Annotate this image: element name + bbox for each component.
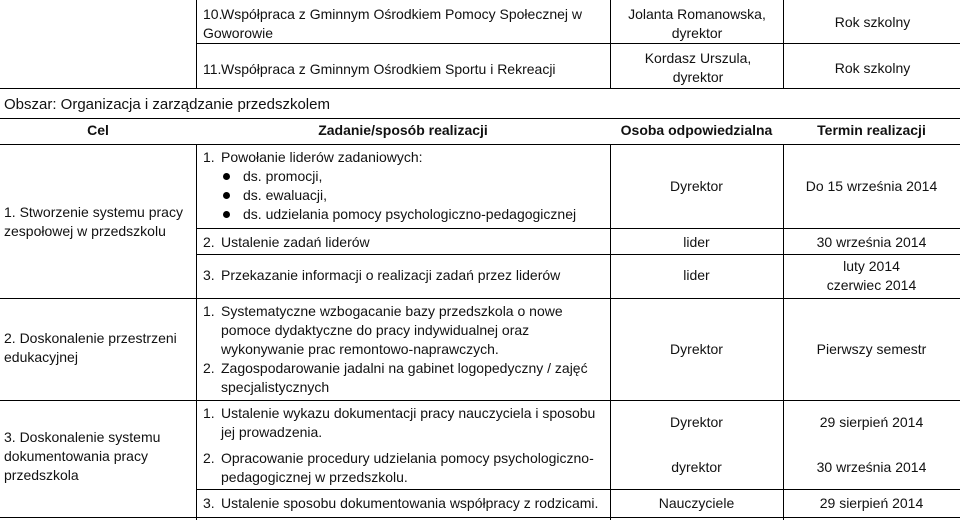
list-item-text: ds. udzielania pomocy psychologiczno-pedagogicznej xyxy=(243,206,577,222)
task-text: Powołanie liderów zadaniowych: xyxy=(221,149,423,165)
task-row xyxy=(203,494,608,513)
goal-title: 1. Stworzenie systemu pracy zespołowej w przedszkolu xyxy=(4,204,183,239)
task-text: pedagogicznej w przedszkolu. xyxy=(221,469,408,485)
table-row xyxy=(203,5,603,43)
divider xyxy=(610,0,611,88)
task-block xyxy=(203,449,603,487)
task-number: 2. xyxy=(203,234,215,250)
task-text: wykonywanie prac remontowo-naprawczych. xyxy=(221,341,499,357)
responsible-person: Jolanta Romanowska, dyrektor xyxy=(628,6,766,41)
responsible-person: Kordasz Urszula, dyrektor xyxy=(644,50,752,85)
goal-title: 3. Doskonalenie systemu dokumentowania pracy przedszkola xyxy=(4,429,161,483)
deadline: Rok szkolny xyxy=(834,14,911,30)
task-text: jej prowadzenia. xyxy=(221,424,323,440)
divider xyxy=(0,298,960,299)
list-item-text: ds. promocji, xyxy=(243,168,323,184)
divider xyxy=(0,517,960,518)
task-text: Współpraca z Gminnym Ośrodkiem Sportu i Rekreacji xyxy=(221,61,556,77)
bullet-icon xyxy=(223,173,230,180)
divider xyxy=(196,144,197,520)
task-number: 2. xyxy=(203,360,215,376)
responsible-person: lider xyxy=(683,234,710,250)
task-number: 2. xyxy=(203,450,215,466)
divider xyxy=(0,400,960,401)
list-item xyxy=(223,205,603,224)
divider xyxy=(196,0,197,88)
task-row xyxy=(203,266,603,285)
bullet-list xyxy=(223,167,603,224)
list-item xyxy=(223,167,603,186)
task-text: Ustalenie zadań liderów xyxy=(221,234,370,250)
deadline: Rok szkolny xyxy=(834,60,911,76)
responsible-person: Dyrektor xyxy=(670,178,723,194)
deadline: 30 września 2014 xyxy=(816,234,927,250)
list-item-text: ds. ewaluacji, xyxy=(243,187,328,203)
responsible-person: lider xyxy=(683,267,710,283)
divider xyxy=(196,228,960,229)
deadline: Pierwszy semestr xyxy=(816,341,927,357)
task-number: 3. xyxy=(203,495,215,511)
divider xyxy=(196,254,960,255)
header-person: Osoba odpowiedzialna xyxy=(620,122,773,138)
deadline-line: czerwiec 2014 xyxy=(826,277,917,293)
bullet-icon xyxy=(223,192,230,199)
task-block xyxy=(203,302,603,397)
task-text: specjalistycznych xyxy=(221,379,330,395)
deadline: 29 sierpień 2014 xyxy=(819,495,924,511)
row-number: 11. xyxy=(203,61,222,77)
goal-title: 2. Doskonalenie przestrzeni edukacyjnej xyxy=(4,330,177,365)
bullet-icon xyxy=(223,211,230,218)
task-text: Przekazanie informacji o realizacji zadań przez liderów xyxy=(221,267,561,283)
task-text: Zagospodarowanie jadalni na gabinet logopedyczny / zajęć xyxy=(221,360,588,376)
row-number: 10. xyxy=(203,6,223,22)
task-text: Współpraca z Gminnym Ośrodkiem Pomocy Społecznej w Goworowie xyxy=(203,6,583,41)
responsible-person: Dyrektor xyxy=(670,341,723,357)
deadline: 29 sierpień 2014 xyxy=(819,414,924,430)
header-term: Termin realizacji xyxy=(817,122,926,138)
deadline: 30 września 2014 xyxy=(816,459,927,475)
task-text: Ustalenie sposobu dokumentowania współpracy z rodzicami. xyxy=(221,495,599,511)
task-text: Systematyczne wzbogacanie bazy przedszkola o nowe xyxy=(221,303,563,319)
task-block xyxy=(203,404,603,442)
divider xyxy=(0,118,960,119)
area-title: Obszar: Organizacja i zarządzanie przedszkolem xyxy=(4,96,330,113)
deadline xyxy=(783,257,960,295)
deadline: Do 15 września 2014 xyxy=(805,178,938,194)
task-number: 1. xyxy=(203,303,215,319)
divider xyxy=(783,0,784,88)
list-item xyxy=(223,186,603,205)
task-text: Ustalenie wykazu dokumentacji pracy nauczyciela i sposobu xyxy=(221,405,596,421)
table-row xyxy=(203,60,603,79)
task-text: pomoce dydaktyczne do pracy indywidualnej oraz xyxy=(221,322,530,338)
divider xyxy=(196,43,960,44)
divider xyxy=(0,144,960,145)
task-number: 3. xyxy=(203,267,215,283)
header-task: Zadanie/sposób realizacji xyxy=(318,122,488,138)
task-block xyxy=(203,148,603,224)
task-number: 1. xyxy=(203,405,215,421)
responsible-person: Dyrektor xyxy=(670,414,723,430)
deadline-line: luty 2014 xyxy=(843,258,900,274)
header-goal: Cel xyxy=(87,122,109,138)
responsible-person: dyrektor xyxy=(671,459,722,475)
task-number: 1. xyxy=(203,149,215,165)
divider xyxy=(0,88,960,89)
divider xyxy=(196,489,960,490)
task-row xyxy=(203,233,603,252)
responsible-person: Nauczyciele xyxy=(658,495,735,511)
task-text: Opracowanie procedury udzielania pomocy psychologiczno- xyxy=(221,450,594,466)
